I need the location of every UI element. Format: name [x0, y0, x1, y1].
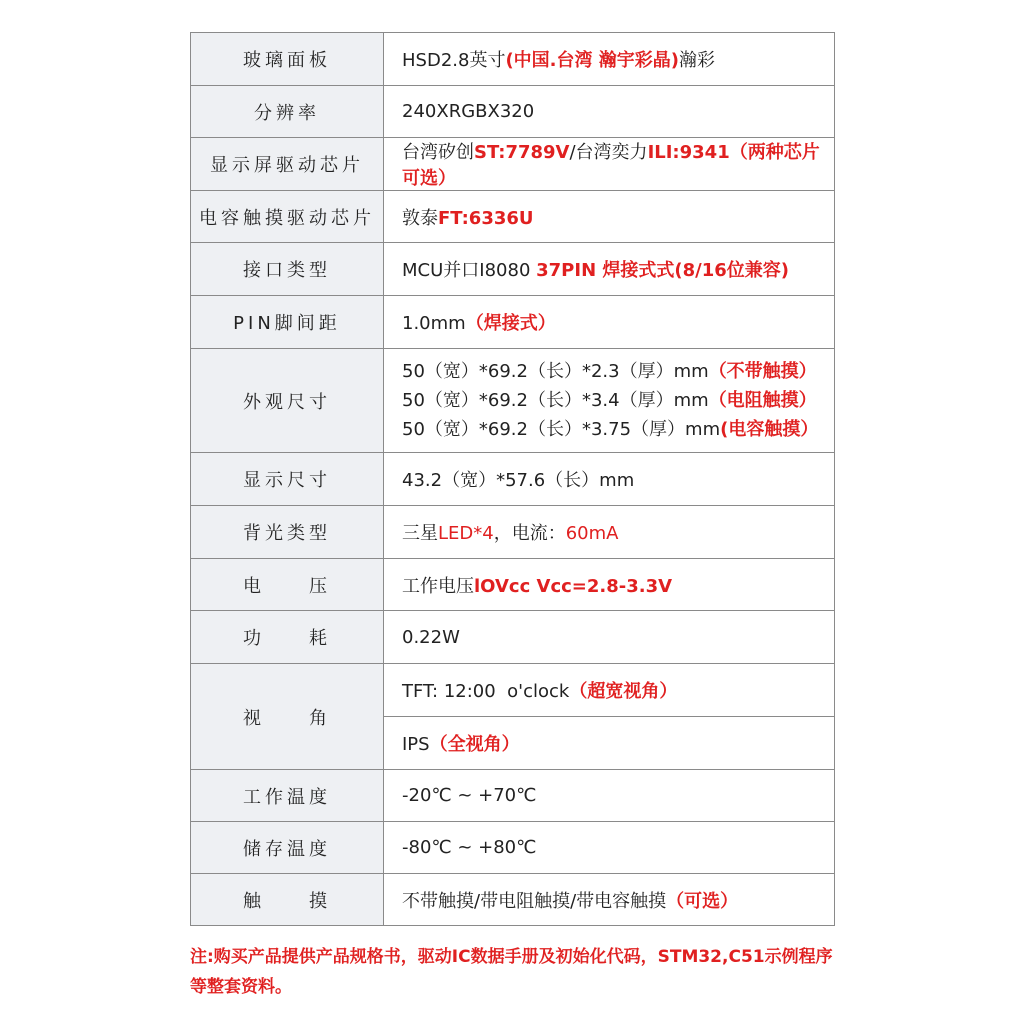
voltage-range: lOVcc Vcc=2.8-3.3V	[474, 575, 673, 597]
outline-note-2: （电阻触摸）	[708, 390, 817, 411]
backlight-brand: 三星	[402, 523, 438, 544]
display-ic-vendor-1: 台湾矽创	[402, 142, 474, 163]
label-display-size: 显示尺寸	[191, 453, 384, 506]
viewing-tft-note: （超宽视角）	[569, 681, 678, 702]
outline-line-1	[402, 357, 834, 386]
row-interface	[191, 243, 835, 296]
value-power: 0.22W	[384, 611, 835, 664]
glass-maker: (中国.台湾 瀚宇彩晶)	[505, 50, 680, 71]
viewing-ips-note: （全视角）	[429, 734, 520, 755]
display-ic-note: （两种芯片可选）	[402, 142, 820, 189]
value-interface	[384, 243, 835, 296]
pin-pitch-size: 1.0mm	[402, 313, 466, 334]
touch-ic-vendor: 敦泰	[402, 207, 438, 229]
spec-table	[190, 32, 835, 926]
label-work-temp: 工作温度	[191, 770, 384, 822]
display-ic-model-2: ILI:9341	[647, 142, 730, 163]
value-viewing-ips	[384, 717, 835, 770]
voltage-prefix: 工作电压	[402, 575, 474, 597]
value-pin-pitch	[384, 296, 835, 349]
outline-dims-3: 50（宽）*69.2（长）*3.75（厚）mm	[402, 419, 721, 440]
row-outline	[191, 349, 835, 453]
label-outline: 外观尺寸	[191, 349, 384, 453]
glass-brand: 瀚彩	[679, 50, 716, 71]
touch-note: （可选）	[666, 890, 739, 912]
value-store-temp: -80℃ ~ +80℃	[384, 822, 835, 874]
outline-dims-1: 50（宽）*69.2（长）*2.3（厚）mm	[402, 361, 709, 382]
row-voltage	[191, 559, 835, 611]
row-display-size	[191, 453, 835, 506]
viewing-tft: TFT: 12:00 o'clock	[402, 681, 570, 702]
label-pin-pitch: PIN脚间距	[191, 296, 384, 349]
display-ic-model-1: ST:7789V	[474, 142, 570, 163]
row-touch	[191, 874, 835, 926]
outline-line-2	[402, 386, 834, 415]
label-touch-ic: 电容触摸驱动芯片	[191, 191, 384, 243]
row-resolution	[191, 86, 835, 138]
footer-note: 注:购买产品提供产品规格书，驱动IC数据手册及初始化代码，STM32,C51示例程序等整套资料。	[190, 947, 833, 997]
outline-note-1: （不带触摸）	[708, 361, 817, 382]
value-touch	[384, 874, 835, 926]
row-touch-ic	[191, 191, 835, 243]
value-backlight	[384, 506, 835, 559]
touch-ic-model: FT:6336U	[438, 207, 534, 229]
value-voltage	[384, 559, 835, 611]
viewing-ips: IPS	[402, 734, 430, 755]
value-resolution: 240XRGBX320	[384, 86, 835, 138]
label-viewing: 视 角	[191, 664, 384, 770]
row-backlight	[191, 506, 835, 559]
pin-pitch-note: （焊接式）	[465, 313, 556, 334]
value-glass	[384, 33, 835, 86]
label-store-temp: 储存温度	[191, 822, 384, 874]
value-outline	[384, 349, 835, 453]
outline-note-3: (电容触摸）	[720, 419, 819, 440]
glass-model: HSD2.8英寸	[402, 50, 506, 71]
label-touch: 触 摸	[191, 874, 384, 926]
row-pin-pitch	[191, 296, 835, 349]
value-viewing-tft	[384, 664, 835, 717]
touch-options: 不带触摸/带电阻触摸/带电容触摸	[402, 890, 667, 912]
row-display-ic	[191, 138, 835, 191]
interface-type: MCU并口I8080	[402, 260, 537, 281]
value-touch-ic	[384, 191, 835, 243]
backlight-current: 60mA	[565, 523, 619, 544]
label-backlight: 背光类型	[191, 506, 384, 559]
label-resolution: 分辨率	[191, 86, 384, 138]
label-glass: 玻璃面板	[191, 33, 384, 86]
row-work-temp	[191, 770, 835, 822]
interface-pins: 37PIN 焊接式式(8/16位兼容)	[536, 260, 789, 281]
value-display-ic	[384, 138, 835, 191]
display-ic-vendor-2: /台湾奕力	[569, 142, 648, 163]
row-power	[191, 611, 835, 664]
backlight-current-label: ，电流：	[493, 523, 566, 544]
row-store-temp	[191, 822, 835, 874]
value-work-temp: -20℃ ~ +70℃	[384, 770, 835, 822]
backlight-led: LED*4	[438, 523, 494, 544]
label-interface: 接口类型	[191, 243, 384, 296]
label-power: 功 耗	[191, 611, 384, 664]
label-display-ic: 显示屏驱动芯片	[191, 138, 384, 191]
label-voltage: 电 压	[191, 559, 384, 611]
outline-line-3	[402, 415, 834, 444]
row-viewing-tft	[191, 664, 835, 717]
outline-dims-2: 50（宽）*69.2（长）*3.4（厚）mm	[402, 390, 709, 411]
row-glass	[191, 33, 835, 86]
value-display-size: 43.2（宽）*57.6（长）mm	[384, 453, 835, 506]
